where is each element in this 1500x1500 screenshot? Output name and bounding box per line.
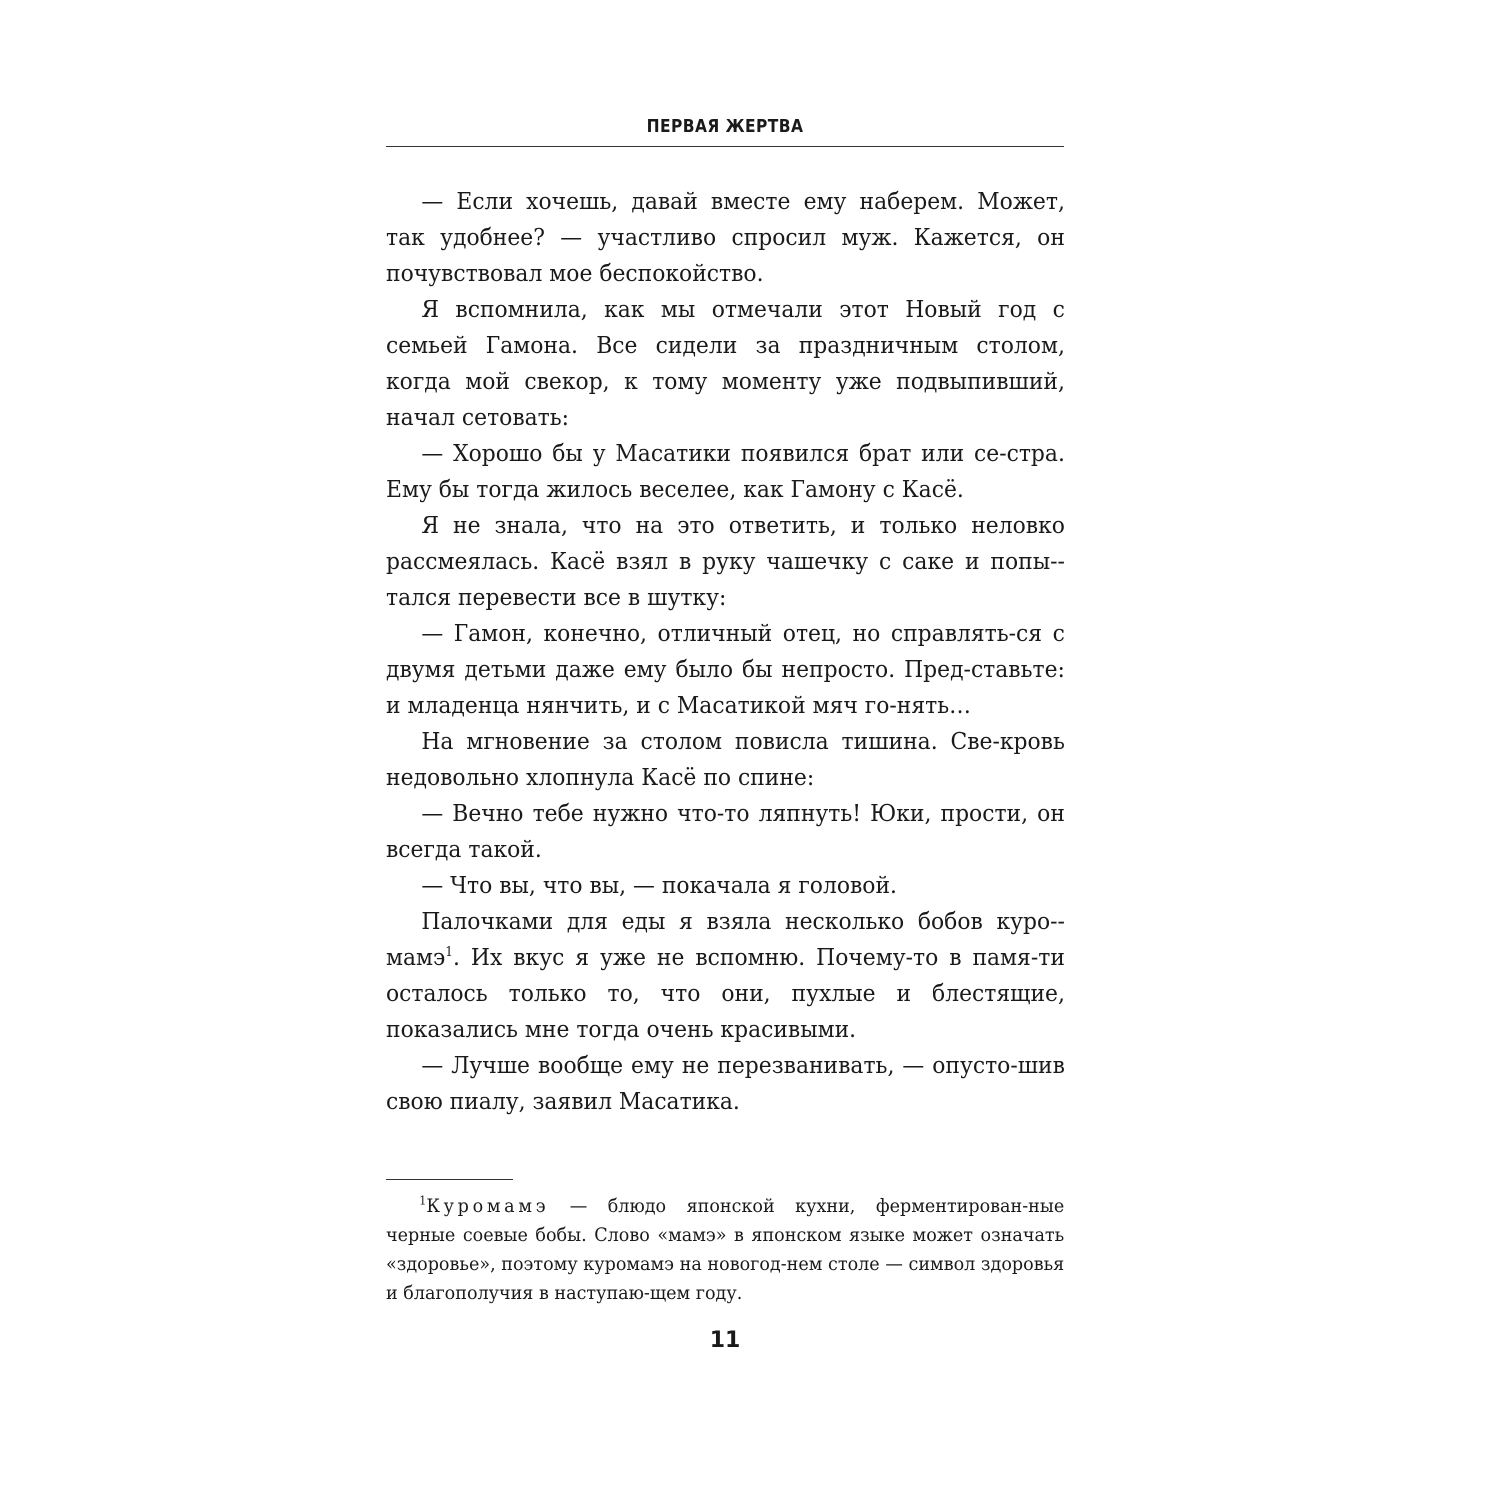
- paragraph: — Что вы, что вы, — покачала я головой.: [421, 871, 897, 899]
- paragraph: — Хорошо бы у Масатики появился брат или се-стра. Ему бы тогда жилось веселее, как Гамону с Касё.: [386, 439, 1065, 503]
- running-head-rule: [386, 146, 1064, 147]
- footnote-text: — блюдо японской кухни, ферментирован-ные черные соевые бобы. Слово «мамэ» в японском языке может означать «здоровье», поэтому куромамэ на новогод-нем столе — символ здоровья и благополучия в наступаю-щем году.: [386, 1195, 1065, 1304]
- paragraph: Я не знала, что на это ответить, и только неловко рассмеялась. Касё взял в руку чашечку с саке и попы-тался перевести все в шутку:: [386, 511, 1065, 611]
- footnote-reference[interactable]: 1: [445, 945, 453, 961]
- running-head: ПЕРВАЯ ЖЕРТВА: [646, 116, 804, 137]
- footnote-term: Куромамэ: [426, 1195, 550, 1217]
- main-text: [386, 183, 1065, 1119]
- paragraph: — Если хочешь, давай вместе ему наберем. Может, так удобнее? — участливо спросил муж. Кажется, он почувствовал мое беспокойство.: [386, 187, 1065, 287]
- page-number: 11: [709, 1328, 741, 1353]
- footnote: [386, 1192, 1064, 1308]
- paragraph-continuation: . Их вкус я уже не вспомню. Почему-то в памя-ти осталось только то, что они, пухлые и блестящие, показались мне тогда очень красивыми.: [386, 943, 1065, 1043]
- paragraph: — Вечно тебе нужно что-то ляпнуть! Юки, прости, он всегда такой.: [386, 799, 1065, 863]
- paragraph-with-footnote: [386, 903, 1065, 1047]
- paragraph: — Гамон, конечно, отличный отец, но справлять-ся с двумя детьми даже ему было бы непросто. Пред-ставьте: и младенца нянчить, и с Масатикой мяч го-нять…: [386, 619, 1065, 719]
- paragraph-start: Палочками для еды я взяла несколько бобов куро-мамэ: [386, 907, 1065, 971]
- book-page: [386, 112, 1064, 1402]
- footnote-marker: 1: [419, 1193, 427, 1208]
- paragraph: Я вспомнила, как мы отмечали этот Новый год с семьей Гамона. Все сидели за праздничным столом, когда мой свекор, к тому моменту уже подвыпивший, начал сетовать:: [386, 295, 1065, 431]
- paragraph: — Лучше вообще ему не перезванивать, — опусто-шив свою пиалу, заявил Масатика.: [386, 1051, 1065, 1115]
- paragraph: На мгновение за столом повисла тишина. Све-кровь недовольно хлопнула Касё по спине:: [386, 727, 1065, 791]
- footnote-rule: [386, 1179, 513, 1180]
